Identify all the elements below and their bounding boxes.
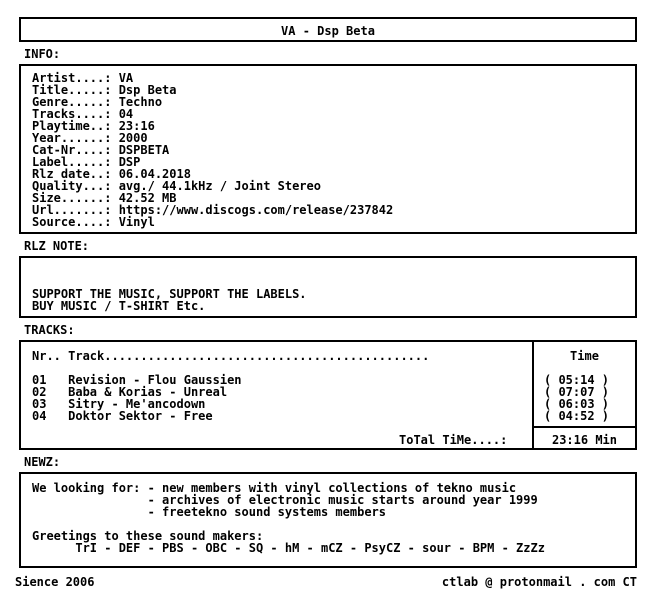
page-title: VA - Dsp Beta [281,24,375,38]
info-row-size: Size......: 42.52 MB [32,191,177,205]
track-times [544,374,609,422]
info-row-artist: Artist....: VA [32,71,134,85]
footer-contact: ctlab @ protonmail . com CT [441,575,637,589]
rlz-note-heading: RLZ NOTE: [24,239,90,253]
track-time-04: ( 04:52 ) [544,409,610,423]
newz-heading: NEWZ: [24,455,61,469]
newz-line-1: We looking for: - new members with vinyl collections of tekno music [32,481,517,495]
tracks-box [19,340,637,450]
info-list [32,72,393,228]
track-row-01: 01 Revision - Flou Gaussien [32,373,242,387]
newz-box [19,472,637,568]
track-list [32,374,242,422]
newz-line-2: - archives of electronic music starts around year 1999 [32,493,538,507]
info-row-year: Year......: 2000 [32,131,148,145]
track-row-04: 04 Doktor Sektor - Free [32,409,213,423]
track-time-02: ( 07:07 ) [544,385,610,399]
title-box [19,17,637,42]
info-row-playtime: Playtime..: 23:16 [32,119,155,133]
total-time-label: ToTal TiMe....: [399,433,508,447]
tracks-column-header: Nr.. Track............................................. [32,349,430,363]
rlz-note-line-2: BUY MUSIC / T-SHIRT Etc. [32,299,206,313]
rlz-note-line-1: SUPPORT THE MUSIC, SUPPORT THE LABELS. [32,287,307,301]
info-heading: INFO: [24,47,61,61]
newz-line-6: TrI - DEF - PBS - OBC - SQ - hM - mCZ - PsyCZ - sour - BPM - ZzZz [32,541,545,555]
newz-line-5: Greetings to these sound makers: [32,529,264,543]
info-row-genre: Genre.....: Techno [32,95,163,109]
track-time-01: ( 05:14 ) [544,373,610,387]
track-time-03: ( 06:03 ) [544,397,610,411]
tracks-heading: TRACKS: [24,323,75,337]
info-row-title: Title.....: Dsp Beta [32,83,177,97]
info-row-url: Url.......: https://www.discogs.com/release/237842 [32,203,394,217]
info-row-cat-nr: Cat-Nr....: DSPBETA [32,143,170,157]
tracks-time-header: Time [570,349,599,363]
tracks-total-divider [532,426,635,428]
info-box [19,64,637,234]
rlz-note-box [19,256,637,318]
newz-line-3: - freetekno sound systems members [32,505,387,519]
info-row-rlz-date: Rlz date..: 06.04.2018 [32,167,191,181]
total-time-value: 23:16 Min [551,433,618,447]
info-row-quality: Quality...: avg./ 44.1kHz / Joint Stereo [32,179,321,193]
footer-since: Sience 2006 [15,575,95,589]
info-row-source: Source....: Vinyl [32,215,155,229]
track-row-03: 03 Sitry - Me'ancodown [32,397,206,411]
info-row-label: Label.....: DSP [32,155,141,169]
track-row-02: 02 Baba & Korias - Unreal [32,385,228,399]
info-row-tracks: Tracks....: 04 [32,107,134,121]
